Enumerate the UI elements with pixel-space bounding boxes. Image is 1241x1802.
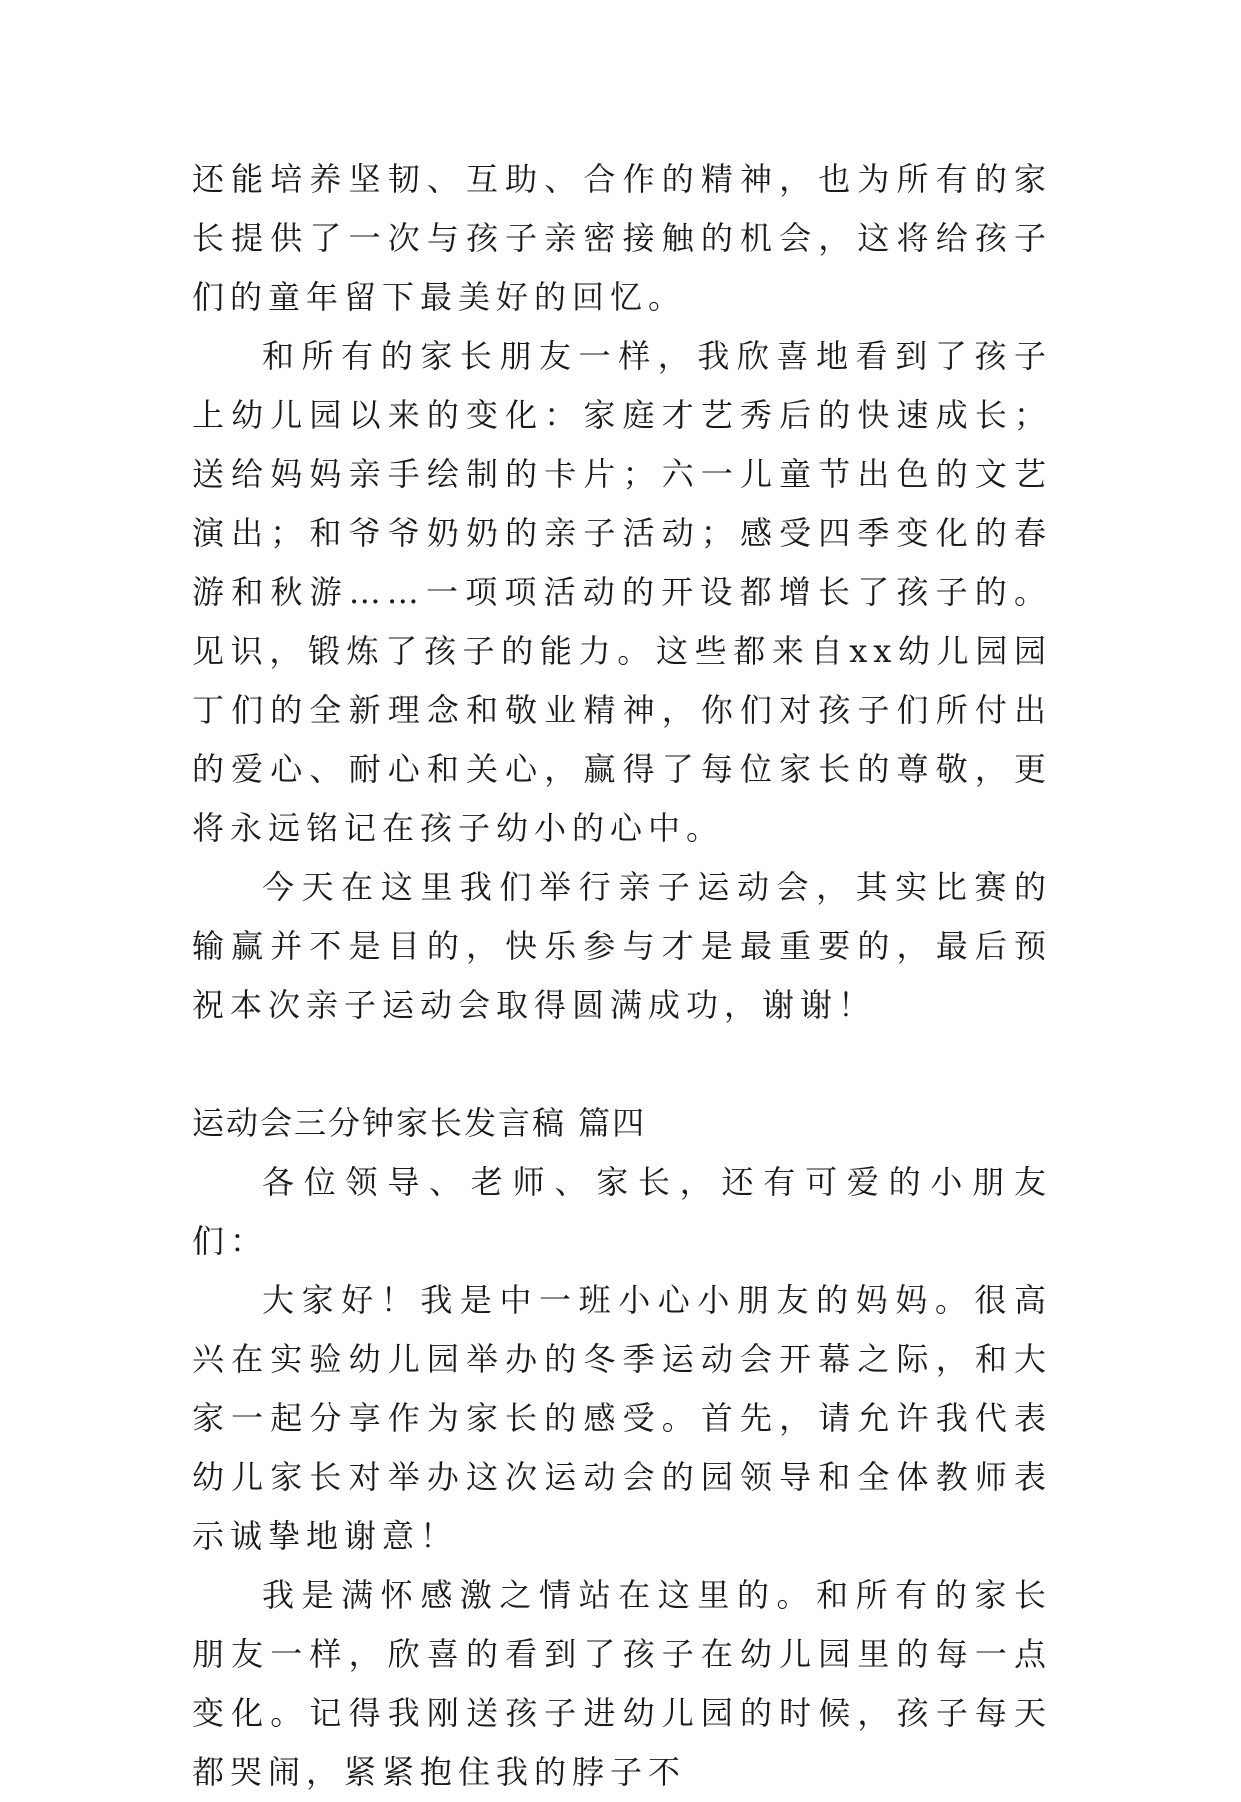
- paragraph-changes: 和所有的家长朋友一样，我欣喜地看到了孩子上幼儿园以来的变化：家庭才艺秀后的快速成长；送给妈妈亲手绘制的卡片；六一儿童节出色的文艺演出；和爷爷奶奶的亲子活动；感受四季变化的春游和秋游……一项项活动的开设都增长了孩子的。见识，锻炼了孩子的能力。这些都来自xx幼儿园园丁们的全新理念和敬业精神，你们对孩子们所付出的爱心、耐心和关心，赢得了每位家长的尊敬，更将永远铭记在孩子幼小的心中。: [192, 337, 1052, 847]
- document-page: [192, 150, 1052, 1802]
- paragraph-continuation: 还能培养坚韧、互助、合作的精神，也为所有的家长提供了一次与孩子亲密接触的机会，这将给孩子们的童年留下最美好的回忆。: [192, 160, 1052, 316]
- paragraph-introduction: 大家好！我是中一班小心小朋友的妈妈。很高兴在实验幼儿园举办的冬季运动会开幕之际，和大家一起分享作为家长的感受。首先，请允许我代表幼儿家长对举办这次运动会的园领导和全体教师表示诚挚地谢意！: [192, 1281, 1052, 1555]
- paragraph-greeting: 各位领导、老师、家长，还有可爱的小朋友们：: [192, 1163, 1052, 1260]
- paragraph-closing: 今天在这里我们举行亲子运动会，其实比赛的输赢并不是目的，快乐参与才是最重要的，最后预祝本次亲子运动会取得圆满成功，谢谢！: [192, 868, 1052, 1024]
- section-spacer: [192, 1035, 1052, 1094]
- section-title: 运动会三分钟家长发言稿 篇四: [192, 1104, 647, 1142]
- paragraph-gratitude: 我是满怀感激之情站在这里的。和所有的家长朋友一样，欣喜的看到了孩子在幼儿园里的每一点变化。记得我刚送孩子进幼儿园的时候，孩子每天都哭闹，紧紧抱住我的脖子不: [192, 1576, 1052, 1791]
